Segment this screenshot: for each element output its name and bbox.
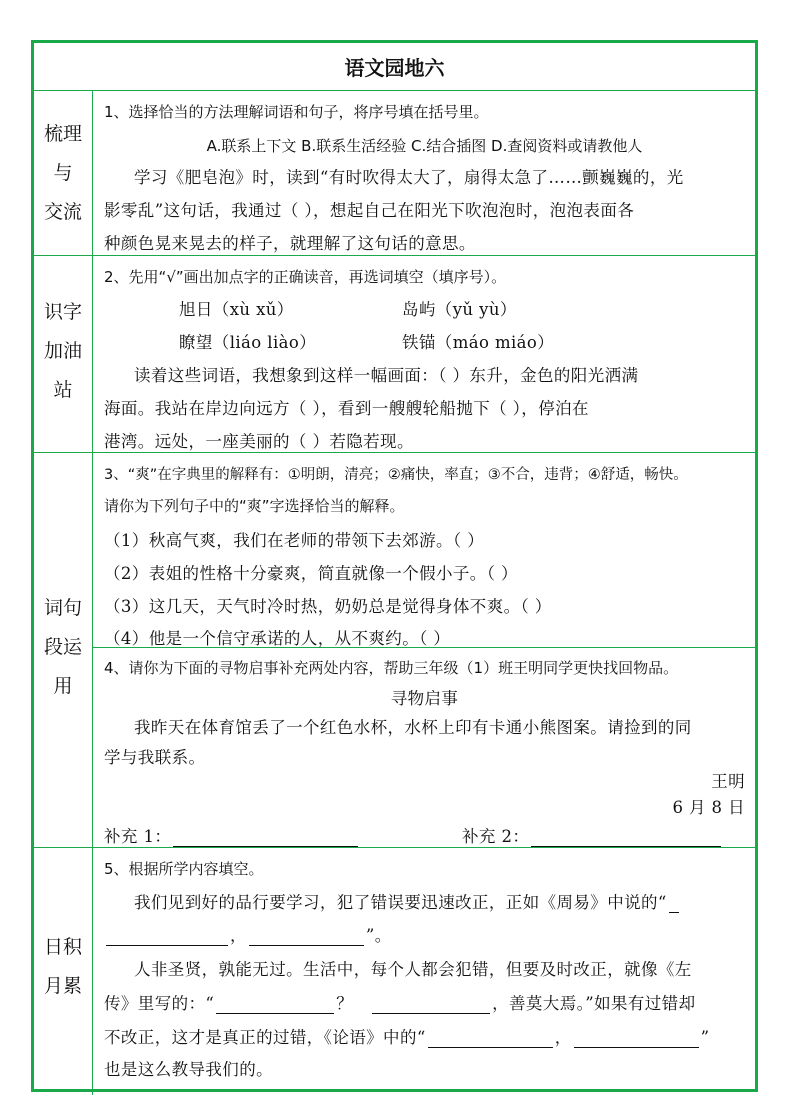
side-text: 识字 — [43, 301, 82, 323]
q5-text: 传》里写的：“ — [104, 994, 215, 1013]
fill-blank[interactable] — [216, 1012, 334, 1014]
q2-pinyin-row: 旭日（xù xǔ） — [179, 300, 294, 319]
q5-line — [134, 889, 745, 913]
page-title: 语文园地六 — [344, 56, 445, 80]
supplement-1-label: 补充 1： — [104, 827, 172, 846]
worksheet-table — [31, 40, 758, 1092]
q1-prompt: 1、选择恰当的方法理解词语和句子，将序号填在括号里。 — [104, 103, 489, 121]
side-text: 梳理 — [43, 123, 82, 145]
q5-text: ”。 — [365, 926, 392, 945]
side-text: 用 — [53, 675, 73, 697]
supplement-2 — [462, 823, 723, 847]
notice-title: 寻物启事 — [390, 689, 459, 708]
q5-text: ， — [230, 926, 247, 945]
q1-line: 学习《肥皂泡》时，读到“有时吹得太大了，扇得太急了……颤巍巍的，光 — [134, 168, 684, 187]
side-text: 词句 — [43, 597, 82, 619]
side-text: 日积 — [43, 936, 82, 958]
divider — [34, 847, 755, 848]
notice-line: 学与我联系。 — [104, 748, 206, 767]
section-label-accumulation — [34, 928, 92, 1006]
q5-prompt: 5、根据所学内容填空。 — [104, 860, 264, 878]
section-label-usage — [34, 589, 92, 706]
q5-text: ？ — [336, 994, 354, 1013]
divider — [34, 452, 755, 453]
q2-prompt: 2、先用“√”画出加点字的正确读音，再选词填空（填序号）。 — [104, 268, 507, 286]
side-text: 与 — [53, 162, 73, 184]
supplement-2-label: 补充 2： — [462, 827, 530, 846]
fill-blank[interactable] — [574, 1046, 699, 1048]
section-label-review — [34, 115, 92, 232]
q1-line: 种颜色晃来晃去的样子，就理解了这句话的意思。 — [104, 234, 476, 253]
section-label-literacy — [34, 293, 92, 410]
q2-line: 港湾。远处，一座美丽的（ ）若隐若现。 — [104, 432, 414, 451]
fill-blank[interactable] — [428, 1046, 553, 1048]
divider — [34, 90, 755, 91]
q4-prompt: 4、请你为下面的寻物启事补充两处内容，帮助三年级（1）班王明同学更快找回物品。 — [104, 659, 679, 677]
q1-line: 影零乱”这句话，我通过（ ），想起自己在阳光下吹泡泡时，泡泡表面各 — [104, 201, 635, 220]
fill-blank[interactable] — [249, 944, 364, 946]
q5-text: ， — [554, 1028, 572, 1047]
fill-blank[interactable] — [669, 911, 679, 913]
side-text: 站 — [53, 379, 73, 401]
notice-date: 6 月 8 日 — [672, 798, 745, 817]
q5-text: ” — [700, 1028, 710, 1047]
fill-blank[interactable] — [372, 1012, 490, 1014]
side-text: 月累 — [43, 975, 82, 997]
q2-line: 读着这些词语，我想象到这样一幅画面：（ ）东升，金色的阳光洒满 — [134, 366, 639, 385]
q5-text: ，善莫大焉。”如果有过错却 — [492, 994, 696, 1013]
q2-pinyin-row: 铁锚（máo miáo） — [402, 333, 555, 352]
q1-options: A.联系上下文 B.联系生活经验 C.结合插图 D.查阅资料或请教他人 — [206, 137, 643, 155]
supplement-1-blank[interactable] — [173, 845, 358, 847]
fill-blank[interactable] — [106, 944, 228, 946]
q2-line: 海面。我站在岸边向远方（ ），看到一艘艘轮船抛下（ ），停泊在 — [104, 399, 589, 418]
side-text: 段运 — [43, 636, 82, 658]
q3-item: （2）表姐的性格十分豪爽，简直就像一个假小子。（ ） — [104, 564, 518, 583]
q2-pinyin-row: 岛屿（yǔ yù） — [402, 300, 517, 319]
notice-signature: 王明 — [711, 772, 745, 791]
q3-prompt: 请你为下列句子中的“爽”字选择恰当的解释。 — [104, 497, 405, 515]
q3-item: （4）他是一个信守承诺的人，从不爽约。（ ） — [104, 629, 451, 648]
side-text: 加油 — [43, 340, 82, 362]
q2-pinyin-row: 瞭望（liáo liào） — [179, 333, 317, 352]
q3-item: （3）这几天，天气时冷时热，奶奶总是觉得身体不爽。（ ） — [104, 597, 552, 616]
q5-line: 也是这么教导我们的。 — [104, 1060, 273, 1079]
notice-line: 我昨天在体育馆丢了一个红色水杯，水杯上印有卡通小熊图案。请捡到的同 — [134, 718, 692, 737]
q5-text: 我们见到好的品行要学习，犯了错误要迅速改正，正如《周易》中说的“ — [134, 893, 667, 912]
column-divider — [92, 90, 93, 1095]
divider — [34, 255, 755, 256]
supplement-2-blank[interactable] — [531, 845, 721, 847]
q5-line — [104, 990, 745, 1014]
q3-prompt: 3、“爽”在字典里的解释有：①明朗，清亮；②痛快，率直；③不合，违背；④舒适，畅快。 — [104, 467, 688, 483]
q5-line — [104, 922, 745, 946]
q5-line: 人非圣贤，孰能无过。生活中，每个人都会犯错，但要及时改正，就像《左 — [134, 960, 692, 979]
side-text: 交流 — [43, 201, 82, 223]
q5-text: 不改正，这才是真正的过错，《论语》中的“ — [104, 1028, 426, 1047]
q5-line — [104, 1024, 745, 1048]
q3-item: （1）秋高气爽，我们在老师的带领下去郊游。（ ） — [104, 531, 485, 550]
supplement-1 — [104, 823, 360, 847]
